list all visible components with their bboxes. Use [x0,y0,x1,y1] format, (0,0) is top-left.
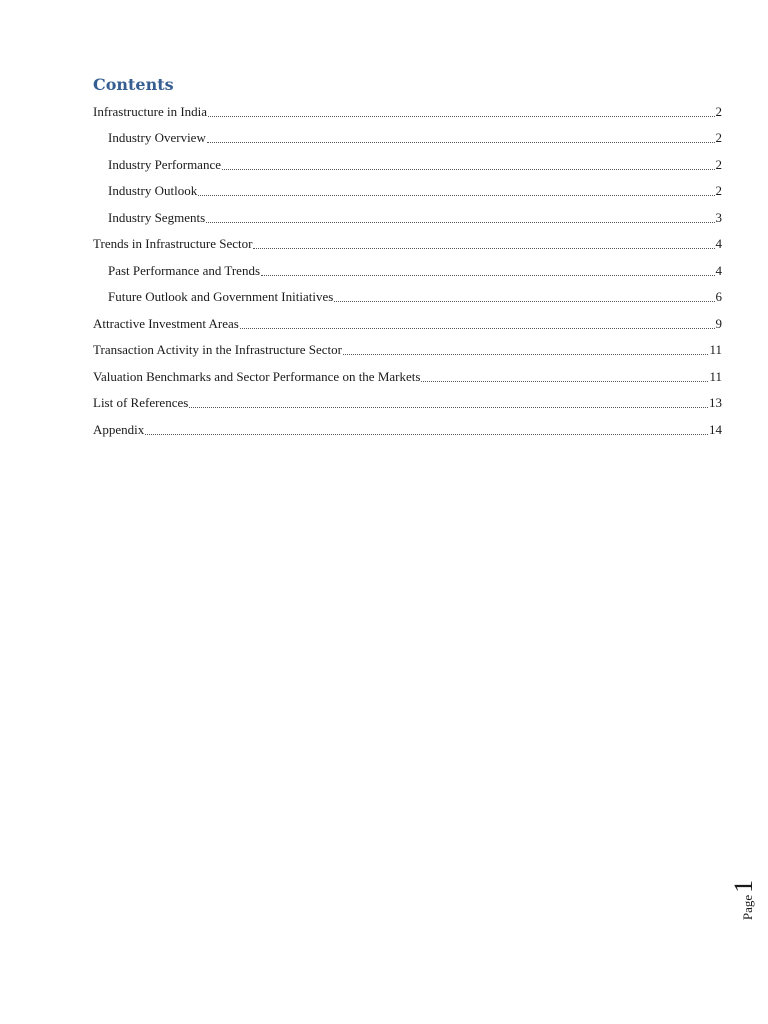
toc-leader-dots [145,433,708,435]
toc-leader-dots [334,300,714,302]
toc-entry-title[interactable]: Past Performance and Trends [108,262,261,278]
toc-entry-title[interactable]: Industry Performance [108,156,221,172]
toc-entry-page: 4 [715,236,722,251]
toc-leader-dots [222,168,715,170]
page-footer-label-group [731,880,757,920]
toc-entry-title[interactable]: Industry Overview [108,130,206,145]
toc-entry-title[interactable]: Appendix [93,421,145,437]
toc-entry-title[interactable]: Industry Segments [108,209,206,225]
toc-entry-title[interactable]: Valuation Benchmarks and Sector Performance on the Markets [93,368,421,384]
toc-entry-page: 9 [715,315,722,331]
toc-entry-future-outlook-and-government-initiatives[interactable] [93,280,722,307]
toc-entry-page: 2 [715,130,722,145]
toc-entry-transaction-activity[interactable] [93,333,722,360]
toc-entry-page: 4 [715,262,722,278]
toc-entry-page: 14 [709,421,722,437]
page-footer [729,875,759,925]
toc-leader-dots [206,221,714,223]
toc-leader-dots [343,353,708,355]
toc-entry-page: 3 [715,209,722,225]
toc-entry-industry-overview[interactable] [93,121,722,148]
toc-entry-industry-segments[interactable] [93,200,722,227]
toc-entry-title[interactable]: Infrastructure in India [93,103,208,119]
toc-entry-infrastructure-in-india[interactable] [93,94,722,121]
toc-leader-dots [261,274,714,276]
toc-leader-dots [253,247,714,249]
toc-entry-past-performance-and-trends[interactable] [93,253,722,280]
toc-entry-valuation-benchmarks[interactable] [93,359,722,386]
toc-heading: Contents [93,75,174,94]
toc-entry-title[interactable]: Future Outlook and Government Initiatives [108,289,334,304]
toc-entry-industry-performance[interactable] [93,147,722,174]
toc-entry-page: 11 [709,342,722,357]
toc-entry-title[interactable]: Trends in Infrastructure Sector [93,236,253,251]
toc-entry-trends-in-infrastructure-sector[interactable] [93,227,722,254]
toc-entry-title[interactable]: List of References [93,395,189,410]
toc-entry-page: 2 [715,183,722,198]
toc-leader-dots [208,115,714,117]
toc-leader-dots [189,406,708,408]
toc-entry-page: 6 [715,289,722,304]
toc-leader-dots [198,194,714,196]
toc-entry-list-of-references[interactable] [93,386,722,413]
toc-entry-title[interactable]: Attractive Investment Areas [93,315,239,331]
toc-leader-dots [207,141,715,143]
toc-entry-page: 11 [709,368,722,384]
toc-entry-appendix[interactable] [93,412,722,439]
toc-entry-page: 13 [709,395,722,410]
toc-entry-industry-outlook[interactable] [93,174,722,201]
page-label: Page [740,894,755,921]
toc-leader-dots [240,327,715,329]
toc-entry-title[interactable]: Industry Outlook [108,183,198,198]
toc-list [93,94,722,439]
page-number: 1 [729,879,758,893]
toc-entry-page: 2 [715,156,722,172]
toc-entry-title[interactable]: Transaction Activity in the Infrastructure Sector [93,342,342,357]
toc-entry-page: 2 [715,103,722,119]
toc-entry-attractive-investment-areas[interactable] [93,306,722,333]
toc-leader-dots [421,380,708,382]
